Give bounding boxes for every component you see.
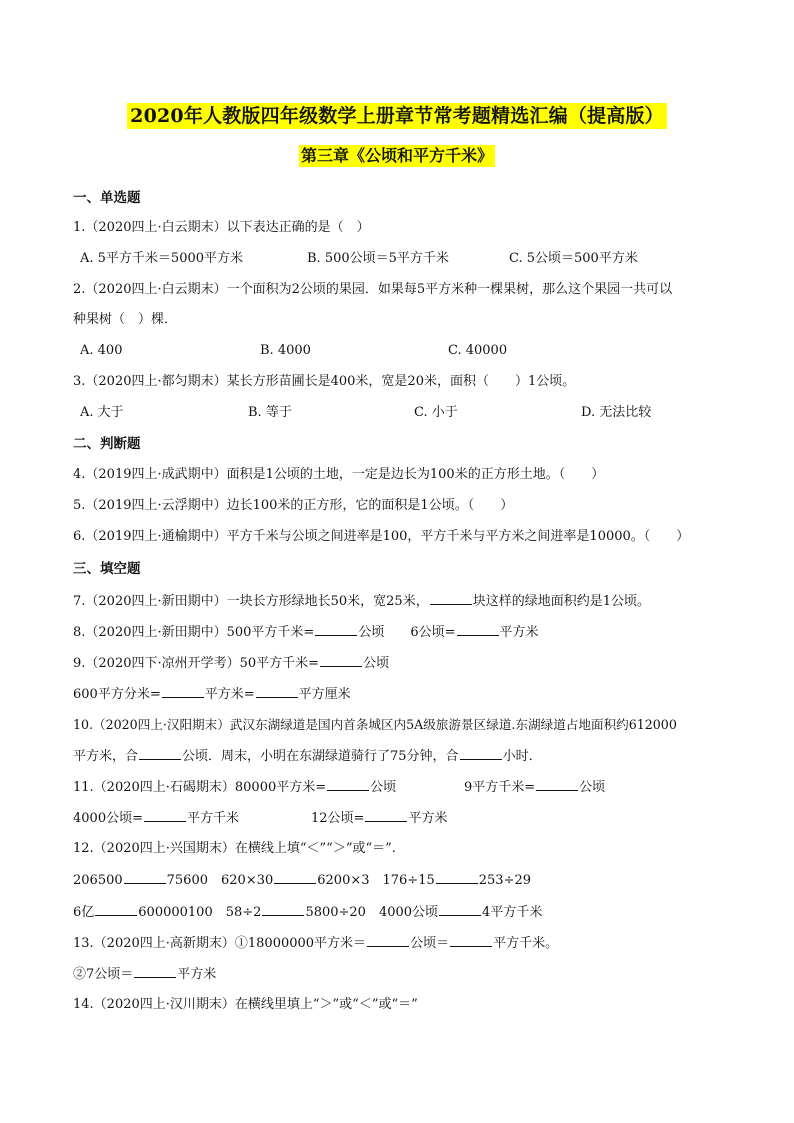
section-heading-fill-blank: 三、填空题 [73,561,141,577]
q12-text-5: 6亿 [73,905,95,920]
answer-blank[interactable] [436,871,478,884]
q9-text-2: 公顷 [363,656,390,671]
q11-text-3: 9平方千米= [464,780,536,795]
section-heading-true-false: 二、判断题 [73,436,141,452]
q11-text-8: 平方米 [408,811,448,826]
q9-text-1: 9.（2020四下·凉州开学考）50平方千米= [73,656,320,671]
q11-text-2: 公顷 [370,780,397,795]
question-11-line-2 [73,809,239,828]
question-10-line-1: 10.（2020四上·汉阳期末）武汉东湖绿道是国内首条城区内5A级旅游景区绿道.东湖绿道占地面积约612000 [73,717,677,732]
q1-option-b: B. 500公顷＝5平方千米 [307,251,449,266]
q3-option-c: C. 小于 [414,405,458,420]
q3-option-b: B. 等于 [248,405,292,420]
question-7 [73,592,650,611]
q8-text-1: 8.（2020四上·新田期中）500平方千米= [73,625,315,640]
q9-text-5: 平方厘米 [298,687,351,702]
answer-blank[interactable] [95,903,137,916]
answer-blank[interactable] [134,965,176,978]
answer-blank[interactable] [457,623,499,636]
q8-text-3: 平方米 [499,625,539,640]
q3-option-a: A. 大于 [80,405,124,420]
question-10-line-2 [73,747,542,766]
q7-text-before: 7.（2020四上·新田期中）一块长方形绿地长50米，宽25米， [73,594,429,609]
q1-option-c: C. 5公顷＝500平方米 [509,251,638,266]
question-2-line-1: 2.（2020四上·白云期末）一个面积为2公顷的果园．如果每5平方米种一棵果树，那么这个果园一共可以 [73,282,673,297]
answer-blank[interactable] [139,747,181,760]
q11-text-4: 公顷 [579,780,606,795]
question-9-line-1 [73,654,389,673]
answer-blank[interactable] [450,934,492,947]
q9-text-3: 600平方分米= [73,687,161,702]
question-12-row-2 [73,903,542,922]
question-12: 12.（2020四上·兴国期末）在横线上填“＜”“＞”或“＝”. [73,841,396,856]
q2-option-c: C. 40000 [448,343,508,358]
q2-option-b: B. 4000 [260,343,311,358]
answer-blank[interactable] [536,778,578,791]
question-8 [73,623,539,642]
q12-text-4: 253÷29 [478,873,531,888]
answer-blank[interactable] [315,623,357,636]
answer-blank[interactable] [430,592,472,605]
q12-text-1: 206500 [73,873,123,888]
q10-text-1: 平方米，合 [73,749,139,764]
q12-text-7: 5800÷20 4000公顷 [305,905,439,920]
document-title: 2020年人教版四年级数学上册章节常考题精选汇编（提高版） [127,103,667,129]
answer-blank[interactable] [365,809,407,822]
q9-text-4: 平方米= [204,687,255,702]
q10-text-2: 公顷．周末，小明在东湖绿道骑行了75分钟，合 [182,749,459,764]
question-13-line-1 [73,934,558,953]
answer-blank[interactable] [144,809,186,822]
answer-blank[interactable] [274,871,316,884]
question-3: 3.（2020四上·都匀期末）某长方形苗圃长是400米，宽是20米，面积（ ）1公顷。 [73,374,576,389]
question-14: 14.（2020四上·汉川期末）在横线里填上“＞”或“＜”或“＝” [73,997,418,1012]
question-13-line-2 [73,965,216,984]
q8-text-2: 公顷 6公顷= [358,625,456,640]
q7-text-after: 块这样的绿地面积约是1公顷。 [472,594,650,609]
question-6: 6.（2019四上·通榆期中）平方千米与公顷之间进率是100，平方千米与平方米之间进率是10000。（ ） [73,529,690,544]
answer-blank[interactable] [327,778,369,791]
question-12-row-1 [73,871,531,890]
answer-blank[interactable] [162,685,204,698]
q11-text-5: 4000公顷= [73,811,143,826]
answer-blank[interactable] [256,685,298,698]
q12-text-6: 600000100 58÷2 [138,905,262,920]
q13-text-3: 平方千米。 [493,936,559,951]
answer-blank[interactable] [367,934,409,947]
question-9-line-2 [73,685,351,704]
answer-blank[interactable] [124,871,166,884]
answer-blank[interactable] [320,654,362,667]
question-4: 4.（2019四上·成武期中）面积是1公顷的土地，一定是边长为100米的正方形土地。（ ） [73,467,605,482]
q13-text-2: 公顷＝ [410,936,450,951]
section-heading-single-choice: 一、单选题 [73,190,141,206]
chapter-title: 第三章《公顷和平方千米》 [300,146,493,165]
q13-text-5: 平方米 [177,967,217,982]
q10-text-3: 小时． [502,749,542,764]
q11-text-1: 11.（2020四上·石碣期末）80000平方米= [73,780,327,795]
q12-text-2: 75600 620×30 [166,873,274,888]
question-2-line-2: 种果树（ ）棵． [73,312,178,327]
answer-blank[interactable] [460,747,502,760]
q3-option-d: D. 无法比较 [581,405,652,420]
q1-option-a: A. 5平方千米＝5000平方米 [80,251,244,266]
q11-text-6: 平方千米 [186,811,239,826]
q13-text-1: 13.（2020四上·高新期末）①18000000平方米＝ [73,936,367,951]
q2-option-a: A. 400 [80,343,123,358]
q13-text-4: ②7公顷＝ [73,967,134,982]
question-11-part-b [464,778,605,797]
question-5: 5.（2019四上·云浮期中）边长100米的正方形，它的面积是1公顷。（ ） [73,498,514,513]
question-11-line-1 [73,778,396,797]
q11-text-7: 12公顷= [311,811,365,826]
q12-text-3: 6200×3 176÷15 [317,873,435,888]
question-11-part-d [311,809,447,828]
question-1: 1.（2020四上·白云期末）以下表达正确的是（ ） [73,220,370,235]
answer-blank[interactable] [262,903,304,916]
q12-text-8: 4平方千米 [482,905,543,920]
answer-blank[interactable] [439,903,481,916]
